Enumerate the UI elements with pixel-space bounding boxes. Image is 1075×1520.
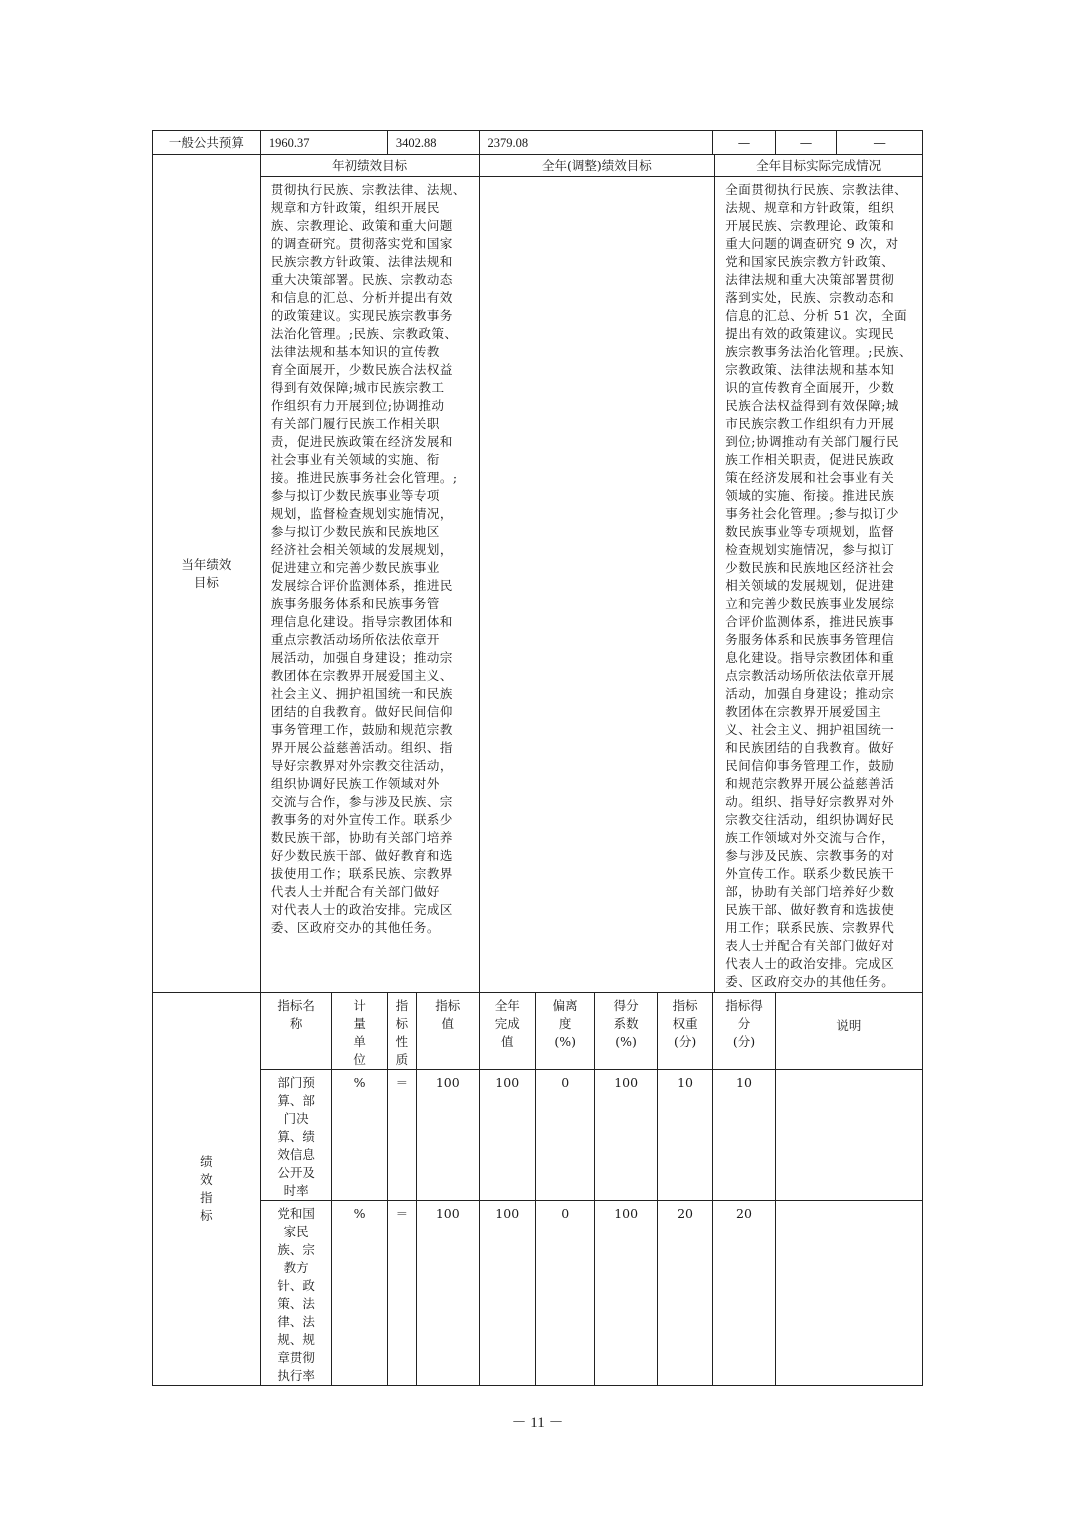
indicator-unit: % [332,1070,387,1201]
indicator-nature: ＝ [387,1070,416,1201]
initial-goal-line: 和信息的汇总、分析并提出有效 [270,290,453,305]
indicator-completed-value: 100 [479,1201,535,1386]
actual-completion-line: 民族合法权益得到有效保障;城 [725,398,899,413]
actual-completion-line: 信息的汇总、分析 51 次，全面 [725,308,908,323]
actual-completion-line: 活动，加强自身建设；推动宗 [725,686,895,701]
actual-completion-line: 委、区政府交办的其他任务。 [725,974,895,989]
initial-goal-line: 有关部门履行民族工作相关职 [270,416,440,431]
budget-value-2: 3402.88 [387,131,479,155]
initial-goal-line: 对代表人士的政治安排。完成区 [270,902,453,917]
indicator-nature: ＝ [387,1201,416,1386]
adjusted-goal-text [479,177,715,993]
actual-completion-line: 合评价监测体系，推进民族事 [725,614,895,629]
indicator-name-line: 执行率 [277,1368,315,1383]
actual-completion-line: 法律法规和重大决策部署贯彻 [725,272,895,287]
actual-completion-line: 重大问题的调查研究 9 次，对 [725,236,899,251]
header-deviation: 偏离 度 (%) [535,993,594,1070]
initial-goal-line: 社会主义、拥护祖国统一和民族 [270,686,453,701]
budget-row [153,131,923,155]
initial-goal-line: 贯彻执行民族、宗教法律、法规、 [270,182,466,197]
indicator-name-line: 针、政 [277,1278,315,1293]
actual-completion-line: 少数民族和民族地区经济社会 [725,560,895,575]
actual-completion-line: 部，协助有关部门培养好少数 [725,884,895,899]
indicator-deviation: 0 [535,1201,594,1386]
initial-goal-line: 育全面展开，少数民族合法权益 [270,362,453,377]
actual-completion-line: 民族干部、做好教育和选拔使 [725,902,895,917]
actual-completion-line: 动。组织、指导好宗教界对外 [725,794,895,809]
initial-goal-line: 展活动，加强自身建设；推动宗 [270,650,453,665]
indicator-name-line: 律、法 [277,1314,315,1329]
header-note: 说明 [775,993,922,1070]
indicator-name-line: 家民 [283,1224,309,1239]
actual-completion-line: 提出有效的政策建议。实现民 [725,326,895,341]
initial-goal-line: 导好宗教界对外宗教交往活动， [270,758,453,773]
indicator-note [775,1201,922,1386]
performance-table [152,130,923,1386]
actual-completion-line: 表人士并配合有关部门做好对 [725,938,895,953]
indicator-score: 20 [713,1201,775,1386]
indicator-score: 10 [713,1070,775,1201]
initial-goal-line: 族、宗教理论、政策和重大问题 [270,218,453,233]
actual-completion-line: 族宗教事务法治化管理。;民族、 [725,344,912,359]
initial-goal-line: 得到有效保障;城市民族宗教工 [270,380,445,395]
actual-completion-line: 领域的实施、衔接。推进民族 [725,488,895,503]
initial-goal-line: 作组织有力开展到位;协调推动 [270,398,445,413]
header-indicator-name: 指标名 称 [260,993,332,1070]
indicator-target-value: 100 [417,1070,479,1201]
goals-header-row [153,155,923,177]
indicator-row [153,1070,923,1201]
indicator-weight: 10 [657,1070,712,1201]
indicator-name-line: 规、规 [277,1332,315,1347]
indicator-name-line: 策、法 [277,1296,315,1311]
actual-completion-line: 策在经济发展和社会事业有关 [725,470,895,485]
actual-completion-line: 义、社会主义、拥护祖国统一 [725,722,895,737]
initial-goal-line: 的调查研究。贯彻落实党和国家 [270,236,453,251]
initial-goal-line: 责，促进民族政策在经济发展和 [270,434,453,449]
actual-completion-line: 识的宣传教育全面展开，少数 [725,380,895,395]
actual-completion-line: 族工作相关职责，促进民族政 [725,452,895,467]
actual-completion-line: 族工作领域对外交流与合作， [725,830,895,845]
indicator-name-line: 族、宗 [277,1242,315,1257]
indicator-score-coefficient: 100 [595,1201,657,1386]
actual-completion-line: 外宣传工作。联系少数民族干 [725,866,895,881]
page-number: － 11 － [511,1415,564,1431]
indicator-weight: 20 [657,1201,712,1386]
indicator-name [260,1201,332,1386]
indicator-target-value: 100 [417,1201,479,1386]
initial-goal-line: 社会事业有关领域的实施、衔 [270,452,440,467]
initial-goal-line: 界开展公益慈善活动。组织、指 [270,740,453,755]
actual-completion-text [715,177,923,993]
initial-goal-line: 经济社会相关领域的发展规划， [270,542,453,557]
initial-goal-line: 数民族干部，协助有关部门培养 [270,830,453,845]
header-completed-value: 全年 完成 值 [479,993,535,1070]
initial-goal-line: 代表人士并配合有关部门做好 [270,884,440,899]
initial-goal-line: 发展综合评价监测体系，推进民 [270,578,453,593]
actual-completion-line: 党和国家民族宗教方针政策、 [725,254,895,269]
actual-completion-line: 和规范宗教界开展公益慈善活 [725,776,895,791]
header-score-coefficient: 得分 系数 (%) [595,993,657,1070]
actual-completion-line: 法规、规章和方针政策，组织 [725,200,895,215]
actual-completion-line: 代表人士的政治安排。完成区 [725,956,895,971]
initial-goal-line: 规划，监督检查规划实施情况， [270,506,453,521]
initial-goal-line: 法治化管理。;民族、宗教政策、 [270,326,458,341]
initial-goal-line: 参与拟订少数民族事业等专项 [270,488,440,503]
indicators-section-label: 绩 效 指 标 [153,993,261,1386]
indicator-row [153,1201,923,1386]
indicator-completed-value: 100 [479,1070,535,1201]
initial-goal-line: 交流与合作，参与涉及民族、宗 [270,794,453,809]
initial-goal-line: 法律法规和基本知识的宣传教 [270,344,440,359]
col-actual-completion: 全年目标实际完成情况 [715,155,923,177]
actual-completion-line: 市民族宗教工作组织有力开展 [725,416,895,431]
actual-completion-line: 数民族事业等专项规划，监督 [725,524,895,539]
initial-goal-line: 规章和方针政策，组织开展民 [270,200,440,215]
indicator-name-line: 公开及 [277,1165,315,1180]
indicator-name-line: 时率 [283,1183,309,1198]
indicator-name-line: 章贯彻 [277,1350,315,1365]
actual-completion-line: 宗教政策、法律法规和基本知 [725,362,895,377]
actual-completion-line: 宗教交往活动，组织协调好民 [725,812,895,827]
initial-goal-line: 接。推进民族事务社会化管理。; [270,470,458,485]
indicator-name-line: 教方 [283,1260,309,1275]
initial-goal-line: 族事务服务体系和民族事务管 [270,596,440,611]
actual-completion-line: 参与涉及民族、宗教事务的对 [725,848,895,863]
initial-goal-line: 的政策建议。实现民族宗教事务 [270,308,453,323]
actual-completion-line: 用工作；联系民族、宗教界代 [725,920,895,935]
budget-label: 一般公共预算 [153,131,261,155]
budget-value-3: 2379.08 [479,131,713,155]
budget-value-1: 1960.37 [260,131,387,155]
indicator-name-line: 效信息 [277,1147,315,1162]
header-target-value: 指标 值 [417,993,479,1070]
initial-goal-line: 组织协调好民族工作领域对外 [270,776,440,791]
actual-completion-line: 事务社会化管理。;参与拟订少 [725,506,899,521]
actual-completion-line: 和民族团结的自我教育。做好 [725,740,895,755]
actual-completion-line: 落到实处，民族、宗教动态和 [725,290,895,305]
header-nature: 指 标 性 质 [387,993,416,1070]
actual-completion-line: 务服务体系和民族事务管理信 [725,632,895,647]
header-indicator-score: 指标得 分 (分) [713,993,775,1070]
actual-completion-line: 立和完善少数民族事业发展综 [725,596,895,611]
indicator-name [260,1070,332,1201]
actual-completion-line: 开展民族、宗教理论、政策和 [725,218,895,233]
actual-completion-line: 检查规划实施情况，参与拟订 [725,542,895,557]
initial-goal-line: 好少数民族干部、做好教育和选 [270,848,453,863]
budget-dash-3: — [837,131,923,155]
indicator-note [775,1070,922,1201]
indicator-name-line: 算、绩 [277,1129,315,1144]
indicator-unit: % [332,1201,387,1386]
indicator-name-line: 算、部 [277,1093,315,1108]
indicator-name-line: 门决 [283,1111,309,1126]
actual-completion-line: 点宗教活动场所依法依章开展 [725,668,895,683]
initial-goal-line: 团结的自我教育。做好民间信仰 [270,704,453,719]
indicator-deviation: 0 [535,1070,594,1201]
initial-goal-line: 重点宗教活动场所依法依章开 [270,632,440,647]
actual-completion-line: 全面贯彻执行民族、宗教法律、 [725,182,908,197]
indicator-name-line: 党和国 [277,1206,315,1221]
indicator-header-row [153,993,923,1070]
initial-goal-line: 教团体在宗教界开展爱国主义、 [270,668,453,683]
indicator-score-coefficient: 100 [595,1070,657,1201]
indicator-name-line: 部门预 [277,1075,315,1090]
actual-completion-line: 息化建设。指导宗教团体和重 [725,650,895,665]
col-adjusted-goal: 全年(调整)绩效目标 [479,155,715,177]
initial-goal-line: 拔使用工作；联系民族、宗教界 [270,866,453,881]
actual-completion-line: 民间信仰事务管理工作，鼓励 [725,758,895,773]
header-weight: 指标 权重 (分) [657,993,712,1070]
initial-goal-line: 委、区政府交办的其他任务。 [270,920,440,935]
initial-goal-line: 事务管理工作，鼓励和规范宗教 [270,722,453,737]
col-initial-goal: 年初绩效目标 [260,155,479,177]
actual-completion-line: 相关领域的发展规划，促进建 [725,578,895,593]
header-unit: 计 量 单 位 [332,993,387,1070]
initial-goal-text [260,177,479,993]
initial-goal-line: 参与拟订少数民族和民族地区 [270,524,440,539]
initial-goal-line: 教事务的对外宣传工作。联系少 [270,812,453,827]
initial-goal-line: 民族宗教方针政策、法律法规和 [270,254,453,269]
budget-dash-2: — [775,131,836,155]
initial-goal-line: 促进建立和完善少数民族事业 [270,560,440,575]
initial-goal-line: 理信息化建设。指导宗教团体和 [270,614,453,629]
goals-section-label: 当年绩效 目标 [153,155,261,993]
actual-completion-line: 到位;协调推动有关部门履行民 [725,434,899,449]
budget-dash-1: — [713,131,775,155]
actual-completion-line: 教团体在宗教界开展爱国主 [725,704,882,719]
initial-goal-line: 重大决策部署。民族、宗教动态 [270,272,453,287]
goals-content-row [153,177,923,993]
